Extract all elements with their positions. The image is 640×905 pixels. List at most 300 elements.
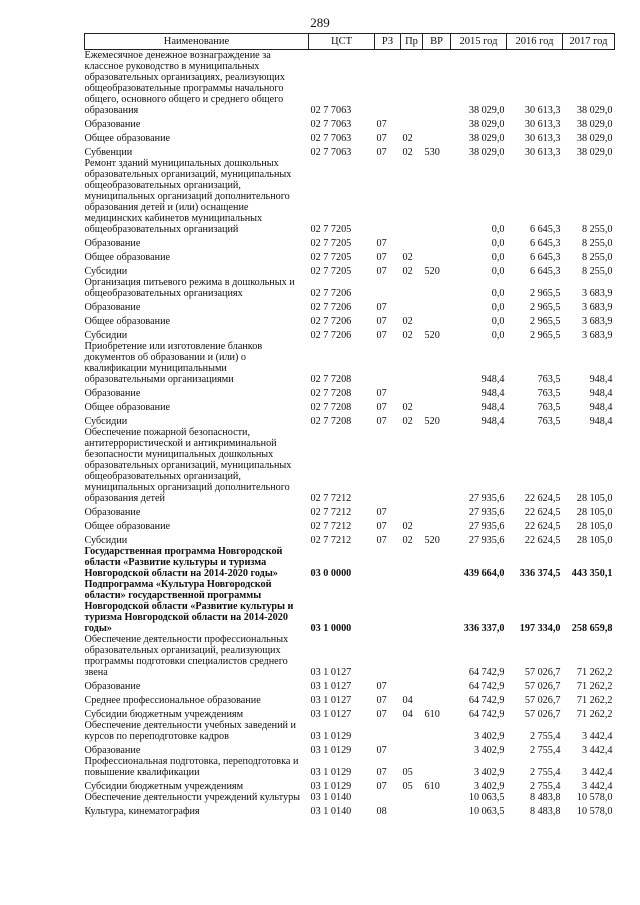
row-cst: 03 1 0129	[310, 731, 352, 742]
row-rz	[375, 277, 401, 299]
row-2017: 3 683,9	[581, 288, 613, 299]
row-pr	[401, 504, 423, 518]
row-rz: 07	[376, 745, 387, 756]
row-2015: 0,0	[491, 302, 505, 313]
row-2016: 2 755,4	[529, 767, 561, 778]
table-row	[85, 792, 615, 803]
row-2017: 38 029,0	[576, 105, 613, 116]
row-2016: 30 613,3	[524, 133, 561, 144]
row-2015: 0,0	[491, 252, 505, 263]
row-2015: 27 935,6	[468, 507, 505, 518]
table-row	[85, 427, 615, 504]
table-row	[85, 130, 615, 144]
table-row	[85, 706, 615, 720]
row-pr	[401, 341, 423, 385]
table-row	[85, 532, 615, 546]
row-rz: 07	[376, 521, 387, 532]
table-row	[85, 116, 615, 130]
row-vr	[423, 756, 451, 778]
table-row	[85, 341, 615, 385]
row-2017: 3 683,9	[581, 316, 613, 327]
row-pr	[401, 158, 423, 235]
row-name: Образование	[84, 119, 141, 130]
row-2016: 57 026,7	[524, 709, 561, 720]
row-2017: 948,4	[589, 388, 613, 399]
row-vr	[423, 313, 451, 327]
header-vr: ВР	[423, 34, 451, 50]
table-row	[85, 263, 615, 277]
row-pr: 04	[402, 709, 413, 720]
row-name: Общее образование	[84, 402, 171, 413]
row-name: Обеспечение деятельности учебных заведений и курсов по переподготовке кадров	[84, 720, 297, 742]
row-2016: 2 965,5	[529, 330, 561, 341]
row-name: Общее образование	[84, 316, 171, 327]
row-2017: 71 262,2	[576, 667, 613, 678]
row-cst: 02 7 7063	[310, 119, 352, 130]
table-row	[85, 692, 615, 706]
row-2015: 64 742,9	[468, 681, 505, 692]
row-rz: 07	[376, 709, 387, 720]
row-pr	[401, 385, 423, 399]
table-row	[85, 678, 615, 692]
row-rz	[375, 634, 401, 678]
row-cst: 02 7 7206	[310, 302, 352, 313]
row-name: Обеспечение деятельности профессиональных образовательных организаций, реализующих программы подготовки специалистов среднего звена	[84, 634, 289, 678]
row-rz	[375, 792, 401, 803]
row-pr: 02	[402, 402, 413, 413]
row-pr: 02	[402, 416, 413, 427]
row-pr	[401, 579, 423, 634]
header-2015: 2015 год	[451, 34, 507, 50]
row-2015: 948,4	[481, 388, 505, 399]
row-vr	[423, 518, 451, 532]
row-name: Общее образование	[84, 133, 171, 144]
row-name: Образование	[84, 507, 141, 518]
table-row	[85, 313, 615, 327]
row-name: Образование	[84, 302, 141, 313]
row-rz: 07	[376, 266, 387, 277]
row-2015: 948,4	[481, 402, 505, 413]
row-2016: 763,5	[537, 416, 561, 427]
row-2016: 2 965,5	[529, 316, 561, 327]
row-cst: 02 7 7208	[310, 416, 352, 427]
row-2015: 3 402,9	[473, 731, 505, 742]
row-2015: 0,0	[491, 238, 505, 249]
row-name: Государственная программа Новгородской области «Развитие культуры и туризма Новгородской области на 2014-2020 годы»	[84, 546, 283, 579]
row-pr	[401, 50, 423, 117]
row-cst: 03 1 0129	[310, 745, 352, 756]
row-rz: 07	[376, 767, 387, 778]
row-2017: 8 255,0	[581, 224, 613, 235]
row-pr	[401, 678, 423, 692]
row-rz	[375, 341, 401, 385]
row-2017: 38 029,0	[576, 147, 613, 158]
row-rz: 07	[376, 238, 387, 249]
row-2016: 6 645,3	[529, 252, 561, 263]
row-name: Субсидии бюджетным учреждениям	[84, 781, 244, 792]
row-rz: 07	[376, 119, 387, 130]
table-row	[85, 720, 615, 742]
row-pr: 02	[402, 316, 413, 327]
row-rz: 07	[376, 402, 387, 413]
row-pr	[401, 742, 423, 756]
table-row	[85, 327, 615, 341]
row-2017: 10 578,0	[576, 792, 613, 803]
row-name: Обеспечение деятельности учреждений культуры	[84, 792, 301, 803]
row-pr: 02	[402, 330, 413, 341]
row-2017: 948,4	[589, 402, 613, 413]
row-vr: 610	[424, 781, 440, 792]
row-cst: 03 1 0129	[310, 767, 352, 778]
row-pr: 02	[402, 266, 413, 277]
row-2017: 8 255,0	[581, 238, 613, 249]
row-rz: 07	[376, 781, 387, 792]
header-2017: 2017 год	[563, 34, 615, 50]
row-vr	[423, 249, 451, 263]
table-row	[85, 158, 615, 235]
row-rz: 07	[376, 695, 387, 706]
table-row	[85, 50, 615, 117]
row-name: Обеспечение пожарной безопасности, антитеррористической и антикриминальной безопасности муниципальных дошкольных образовательных организаций, муниципальных общеобразовательных организаций, муниципальных организаций дополнительного образования детей	[84, 427, 292, 504]
row-pr	[401, 116, 423, 130]
row-cst: 02 7 7205	[310, 224, 352, 235]
row-2017: 8 255,0	[581, 252, 613, 263]
row-rz: 07	[376, 681, 387, 692]
row-2017: 28 105,0	[576, 521, 613, 532]
header-pr: Пр	[401, 34, 423, 50]
row-cst: 02 7 7208	[310, 374, 352, 385]
row-name: Субсидии	[84, 416, 128, 427]
row-vr	[423, 678, 451, 692]
row-2015: 0,0	[491, 224, 505, 235]
row-vr	[423, 299, 451, 313]
row-vr	[423, 792, 451, 803]
row-vr	[423, 116, 451, 130]
row-2015: 27 935,6	[468, 493, 505, 504]
row-vr: 520	[424, 535, 440, 546]
row-2016: 30 613,3	[524, 147, 561, 158]
row-cst: 02 7 7212	[310, 507, 352, 518]
row-2017: 28 105,0	[576, 535, 613, 546]
row-2015: 10 063,5	[468, 792, 505, 803]
row-pr	[401, 720, 423, 742]
row-rz	[375, 50, 401, 117]
row-2016: 6 645,3	[529, 238, 561, 249]
row-2015: 336 337,0	[463, 623, 505, 634]
table-header	[85, 34, 615, 50]
row-vr	[423, 385, 451, 399]
row-2017: 38 029,0	[576, 133, 613, 144]
row-2015: 64 742,9	[468, 709, 505, 720]
row-2016: 763,5	[537, 374, 561, 385]
row-vr: 610	[424, 709, 440, 720]
row-vr	[423, 803, 451, 817]
row-2017: 3 442,4	[581, 745, 613, 756]
row-2017: 3 442,4	[581, 781, 613, 792]
table-row	[85, 235, 615, 249]
row-2016: 2 755,4	[529, 745, 561, 756]
row-2016: 336 374,5	[519, 568, 561, 579]
row-cst: 02 7 7208	[310, 388, 352, 399]
row-cst: 02 7 7206	[310, 288, 352, 299]
row-2016: 2 755,4	[529, 731, 561, 742]
row-vr	[423, 399, 451, 413]
row-name: Образование	[84, 238, 141, 249]
row-pr	[401, 427, 423, 504]
row-vr	[423, 692, 451, 706]
row-2017: 3 442,4	[581, 731, 613, 742]
row-rz	[375, 427, 401, 504]
row-name: Организация питьевого режима в дошкольных и общеобразовательных организациях	[84, 277, 295, 299]
row-pr	[401, 299, 423, 313]
row-pr: 02	[402, 133, 413, 144]
row-cst: 03 1 0127	[310, 709, 352, 720]
table-row	[85, 249, 615, 263]
row-cst: 02 7 7205	[310, 238, 352, 249]
row-2017: 3 683,9	[581, 330, 613, 341]
row-cst: 03 1 0140	[310, 806, 352, 817]
row-2017: 28 105,0	[576, 493, 613, 504]
row-2016: 763,5	[537, 402, 561, 413]
table-row	[85, 756, 615, 778]
row-2016: 6 645,3	[529, 224, 561, 235]
row-2015: 27 935,6	[468, 535, 505, 546]
row-pr: 04	[402, 695, 413, 706]
row-rz: 08	[376, 806, 387, 817]
row-2015: 64 742,9	[468, 667, 505, 678]
row-vr: 530	[424, 147, 440, 158]
row-2015: 0,0	[491, 330, 505, 341]
row-2016: 8 483,8	[529, 806, 561, 817]
row-pr: 05	[402, 781, 413, 792]
table-body	[85, 50, 615, 818]
row-name: Ремонт зданий муниципальных дошкольных образовательных организаций, муниципальных общеобразовательных организаций, муниципальных организаций дополнительного образования детей и (или) оснащение медицинских кабинетов муниципальных общеобразовательных организаций	[84, 158, 292, 235]
row-cst: 02 7 7206	[310, 316, 352, 327]
row-name: Субсидии	[84, 535, 128, 546]
row-2015: 948,4	[481, 416, 505, 427]
row-cst: 02 7 7063	[310, 147, 352, 158]
row-name: Субвенции	[84, 147, 133, 158]
table-row	[85, 413, 615, 427]
row-2015: 439 664,0	[463, 568, 505, 579]
header-cst: ЦСТ	[309, 34, 375, 50]
row-2015: 38 029,0	[468, 147, 505, 158]
row-vr	[423, 427, 451, 504]
row-vr	[423, 742, 451, 756]
row-name: Образование	[84, 681, 141, 692]
row-cst: 02 7 7205	[310, 252, 352, 263]
row-2015: 38 029,0	[468, 105, 505, 116]
row-2016: 2 755,4	[529, 781, 561, 792]
row-name: Подпрограмма «Культура Новгородской области» государственной программы Новгородской области «Развитие культуры и туризма Новгородской области на 2014-2020 годы»	[84, 579, 294, 634]
row-cst: 02 7 7208	[310, 402, 352, 413]
row-cst: 03 1 0127	[310, 667, 352, 678]
row-vr	[423, 579, 451, 634]
table-row	[85, 546, 615, 579]
row-cst: 03 1 0127	[310, 695, 352, 706]
row-rz: 07	[376, 316, 387, 327]
row-name: Субсидии бюджетным учреждениям	[84, 709, 244, 720]
row-rz	[375, 546, 401, 579]
row-pr	[401, 803, 423, 817]
row-vr: 520	[424, 266, 440, 277]
row-rz: 07	[376, 133, 387, 144]
row-vr: 520	[424, 416, 440, 427]
row-rz: 07	[376, 330, 387, 341]
row-2017: 10 578,0	[576, 806, 613, 817]
row-name: Субсидии	[84, 266, 128, 277]
table-row	[85, 277, 615, 299]
row-pr: 02	[402, 252, 413, 263]
row-2017: 3 683,9	[581, 302, 613, 313]
page-number: 289	[310, 15, 330, 30]
row-2017: 71 262,2	[576, 709, 613, 720]
row-pr: 05	[402, 767, 413, 778]
row-2016: 2 965,5	[529, 302, 561, 313]
row-cst: 03 0 0000	[310, 568, 352, 579]
table-row	[85, 399, 615, 413]
row-2015: 3 402,9	[473, 767, 505, 778]
row-2017: 948,4	[589, 416, 613, 427]
row-2016: 57 026,7	[524, 667, 561, 678]
row-cst: 03 1 0000	[310, 623, 352, 634]
row-name: Профессиональная подготовка, переподготовка и повышение квалификации	[84, 756, 299, 778]
row-cst: 03 1 0140	[310, 792, 352, 803]
row-rz: 07	[376, 535, 387, 546]
row-name: Приобретение или изготовление бланков документов об образовании и (или) о квалификации муниципальными образовательными организациями	[84, 341, 263, 385]
row-2015: 0,0	[491, 288, 505, 299]
row-2016: 6 645,3	[529, 266, 561, 277]
row-2017: 8 255,0	[581, 266, 613, 277]
table-row	[85, 518, 615, 532]
row-pr	[401, 235, 423, 249]
row-2016: 57 026,7	[524, 695, 561, 706]
row-pr	[401, 792, 423, 803]
row-vr: 520	[424, 330, 440, 341]
table-row	[85, 504, 615, 518]
row-name: Общее образование	[84, 252, 171, 263]
row-vr	[423, 504, 451, 518]
row-2015: 10 063,5	[468, 806, 505, 817]
row-vr	[423, 634, 451, 678]
row-cst: 02 7 7212	[310, 535, 352, 546]
row-2015: 948,4	[481, 374, 505, 385]
row-2016: 22 624,5	[524, 493, 561, 504]
row-name: Общее образование	[84, 521, 171, 532]
row-pr: 02	[402, 521, 413, 532]
row-rz: 07	[376, 388, 387, 399]
row-2015: 38 029,0	[468, 133, 505, 144]
row-2016: 57 026,7	[524, 681, 561, 692]
row-cst: 02 7 7206	[310, 330, 352, 341]
table-row	[85, 778, 615, 792]
row-name: Образование	[84, 388, 141, 399]
row-2016: 22 624,5	[524, 535, 561, 546]
row-cst: 02 7 7063	[310, 105, 352, 116]
header-name: Наименование	[85, 34, 309, 50]
row-pr	[401, 634, 423, 678]
row-2015: 27 935,6	[468, 521, 505, 532]
table-row	[85, 579, 615, 634]
row-name: Среднее профессиональное образование	[84, 695, 261, 706]
row-rz: 07	[376, 252, 387, 263]
row-2015: 3 402,9	[473, 781, 505, 792]
table-row	[85, 299, 615, 313]
row-cst: 02 7 7063	[310, 133, 352, 144]
row-rz: 07	[376, 302, 387, 313]
row-rz	[375, 579, 401, 634]
row-2017: 443 350,1	[571, 568, 613, 579]
row-2017: 28 105,0	[576, 507, 613, 518]
row-2016: 30 613,3	[524, 119, 561, 130]
row-rz	[375, 720, 401, 742]
row-name: Образование	[84, 745, 141, 756]
row-2015: 0,0	[491, 266, 505, 277]
row-vr	[423, 50, 451, 117]
row-2015: 38 029,0	[468, 119, 505, 130]
table-row	[85, 634, 615, 678]
row-2016: 30 613,3	[524, 105, 561, 116]
row-name: Субсидии	[84, 330, 128, 341]
row-2017: 71 262,2	[576, 681, 613, 692]
row-name: Ежемесячное денежное вознаграждение за классное руководство в муниципальных образовательных организациях, реализующих общеобразовательные программы начального общего, основного общего и среднего общего образования	[84, 50, 285, 116]
row-cst: 03 1 0127	[310, 681, 352, 692]
row-2016: 197 334,0	[519, 623, 561, 634]
header-rz: РЗ	[375, 34, 401, 50]
row-name: Культура, кинематография	[84, 806, 200, 817]
row-2016: 2 965,5	[529, 288, 561, 299]
row-cst: 03 1 0129	[310, 781, 352, 792]
table-row	[85, 742, 615, 756]
row-cst: 02 7 7212	[310, 493, 352, 504]
row-2016: 22 624,5	[524, 521, 561, 532]
row-2015: 3 402,9	[473, 745, 505, 756]
row-vr	[423, 130, 451, 144]
row-vr	[423, 277, 451, 299]
row-cst: 02 7 7205	[310, 266, 352, 277]
row-rz	[375, 158, 401, 235]
table-row	[85, 803, 615, 817]
row-vr	[423, 235, 451, 249]
row-vr	[423, 546, 451, 579]
row-2017: 948,4	[589, 374, 613, 385]
table-row	[85, 385, 615, 399]
row-2016: 8 483,8	[529, 792, 561, 803]
table-row	[85, 144, 615, 158]
row-pr: 02	[402, 535, 413, 546]
row-pr: 02	[402, 147, 413, 158]
row-2015: 0,0	[491, 316, 505, 327]
row-cst: 02 7 7212	[310, 521, 352, 532]
row-2017: 258 659,8	[571, 623, 613, 634]
row-2016: 22 624,5	[524, 507, 561, 518]
header-2016: 2016 год	[507, 34, 563, 50]
row-2017: 71 262,2	[576, 695, 613, 706]
row-pr	[401, 277, 423, 299]
row-vr	[423, 341, 451, 385]
row-pr	[401, 546, 423, 579]
row-rz: 07	[376, 507, 387, 518]
row-rz: 07	[376, 147, 387, 158]
row-vr	[423, 720, 451, 742]
row-vr	[423, 158, 451, 235]
row-2016: 763,5	[537, 388, 561, 399]
budget-table	[84, 33, 615, 817]
row-2017: 3 442,4	[581, 767, 613, 778]
row-2015: 64 742,9	[468, 695, 505, 706]
row-rz: 07	[376, 416, 387, 427]
row-2017: 38 029,0	[576, 119, 613, 130]
